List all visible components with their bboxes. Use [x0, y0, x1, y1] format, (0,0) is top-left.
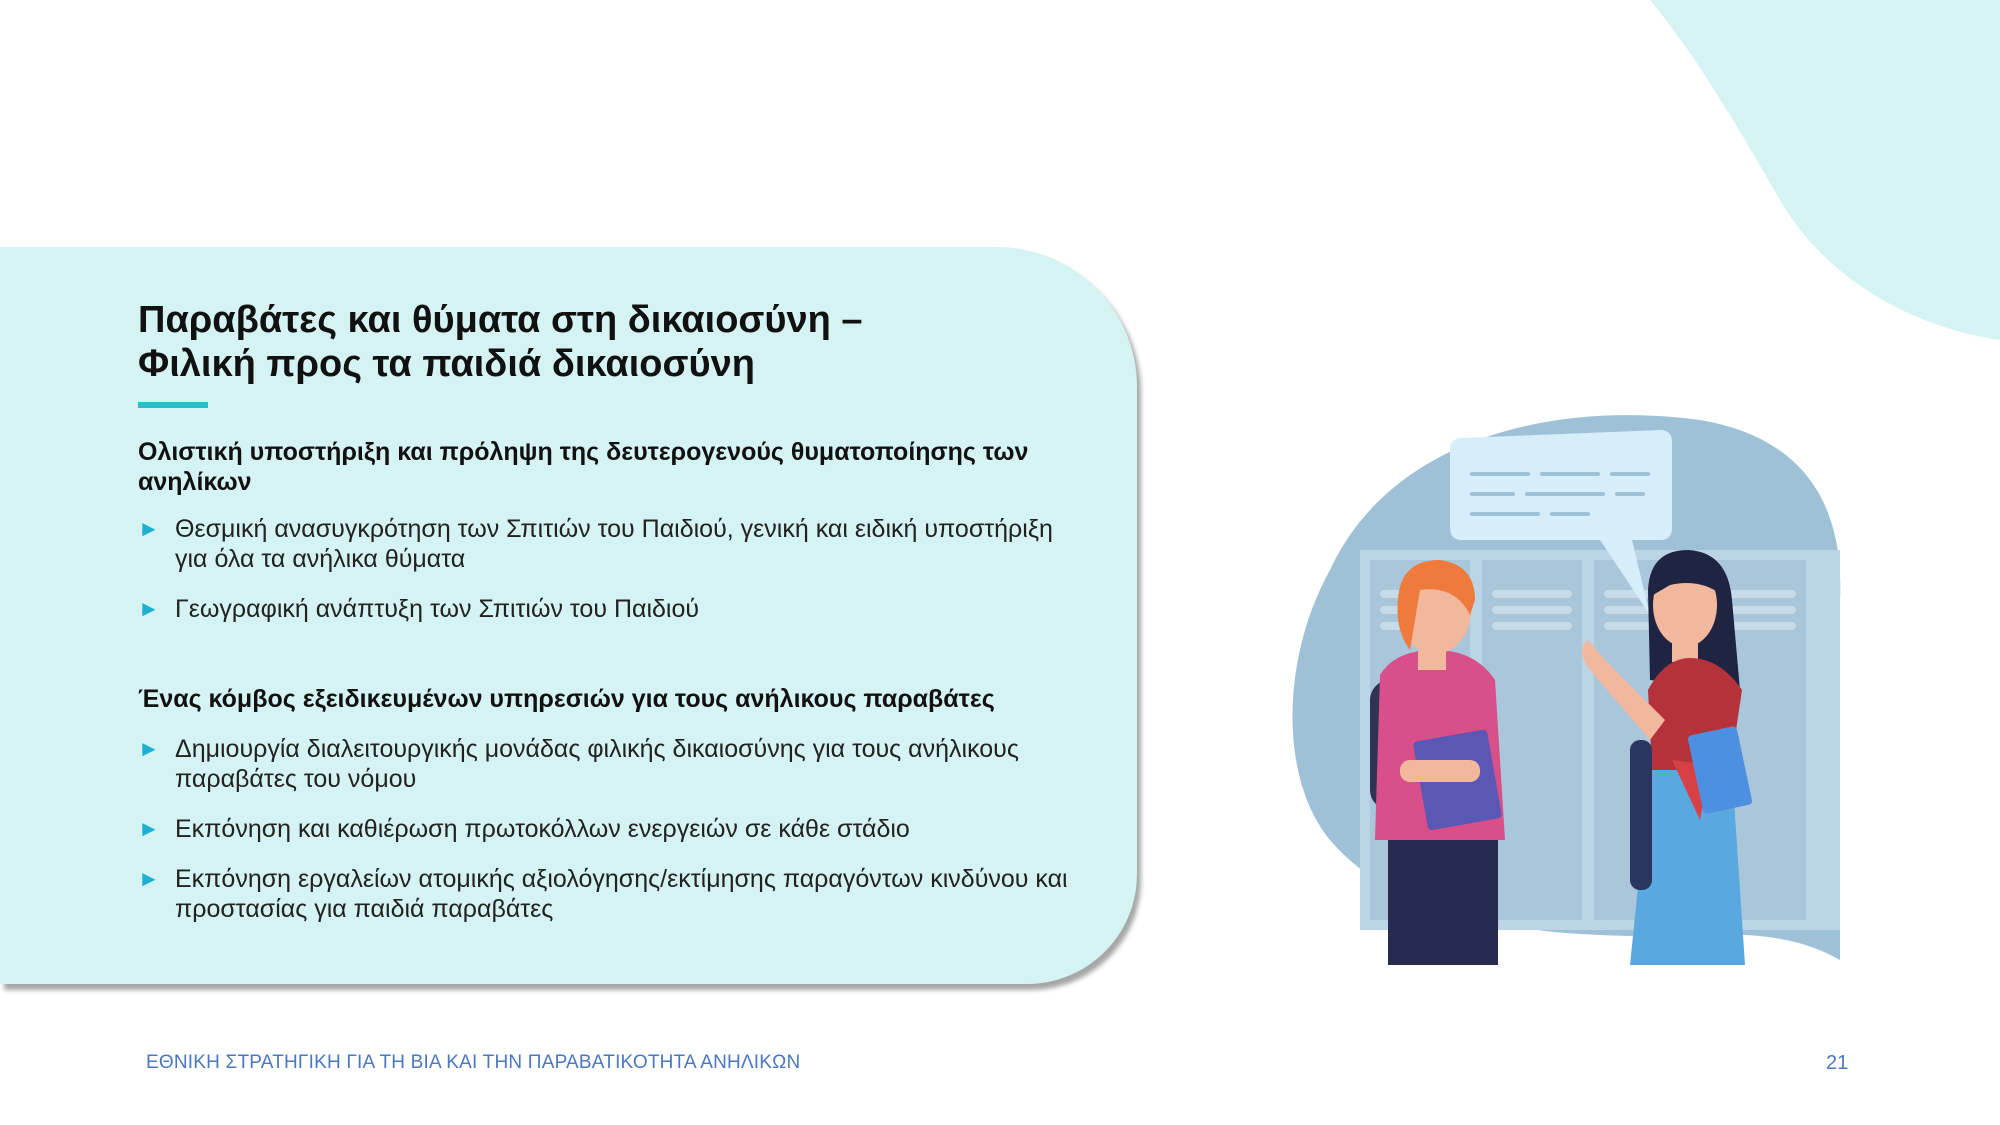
list-item	[138, 594, 1078, 624]
bullet-list-offenders	[138, 734, 1078, 944]
students-talking-illustration	[1270, 400, 1850, 965]
triangle-right-icon: ►	[138, 596, 160, 621]
section-heading-victims: Ολιστική υποστήριξη και πρόληψη της δευτερογενούς θυματοποίησης των ανηλίκων	[138, 438, 1029, 496]
slide-title	[138, 298, 1038, 386]
title-underline	[138, 402, 208, 408]
triangle-right-icon: ►	[138, 516, 160, 541]
triangle-right-icon: ►	[138, 736, 160, 761]
list-item	[138, 864, 1078, 924]
triangle-right-icon: ►	[138, 866, 160, 891]
bullet-text: Θεσμική ανασυγκρότηση των Σπιτιών του Παιδιού, γενική και ειδική υποστήριξη για όλα τα ανήλικα θύματα	[175, 515, 1053, 573]
title-line-1: Παραβάτες και θύματα στη δικαιοσύνη –	[138, 299, 863, 341]
title-line-2: Φιλική προς τα παιδιά δικαιοσύνη	[138, 343, 755, 385]
list-item	[138, 734, 1078, 794]
triangle-right-icon: ►	[138, 816, 160, 841]
page-number: 21	[1826, 1052, 1849, 1074]
footer-title: ΕΘΝΙΚΗ ΣΤΡΑΤΗΓΙΚΗ ΓΙΑ ΤΗ ΒΙΑ ΚΑΙ ΤΗΝ ΠΑΡΑΒΑΤΙΚΟΤΗΤΑ ΑΝΗΛΙΚΩΝ	[146, 1052, 801, 1073]
list-item	[138, 814, 1078, 844]
bullet-list-victims	[138, 514, 1078, 644]
section-heading-offenders: Ένας κόμβος εξειδικευμένων υπηρεσιών για τους ανήλικους παραβάτες	[138, 685, 995, 713]
bullet-text: Εκπόνηση και καθιέρωση πρωτοκόλλων ενεργειών σε κάθε στάδιο	[175, 815, 910, 843]
bullet-text: Γεωγραφική ανάπτυξη των Σπιτιών του Παιδιού	[175, 595, 700, 623]
list-item	[138, 514, 1078, 574]
bullet-text: Δημιουργία διαλειτουργικής μονάδας φιλικής δικαιοσύνης για τους ανήλικους παραβάτες του νόμου	[175, 735, 1019, 793]
bullet-text: Εκπόνηση εργαλείων ατομικής αξιολόγησης/εκτίμησης παραγόντων κινδύνου και προστασίας για παιδιά παραβάτες	[175, 865, 1068, 923]
